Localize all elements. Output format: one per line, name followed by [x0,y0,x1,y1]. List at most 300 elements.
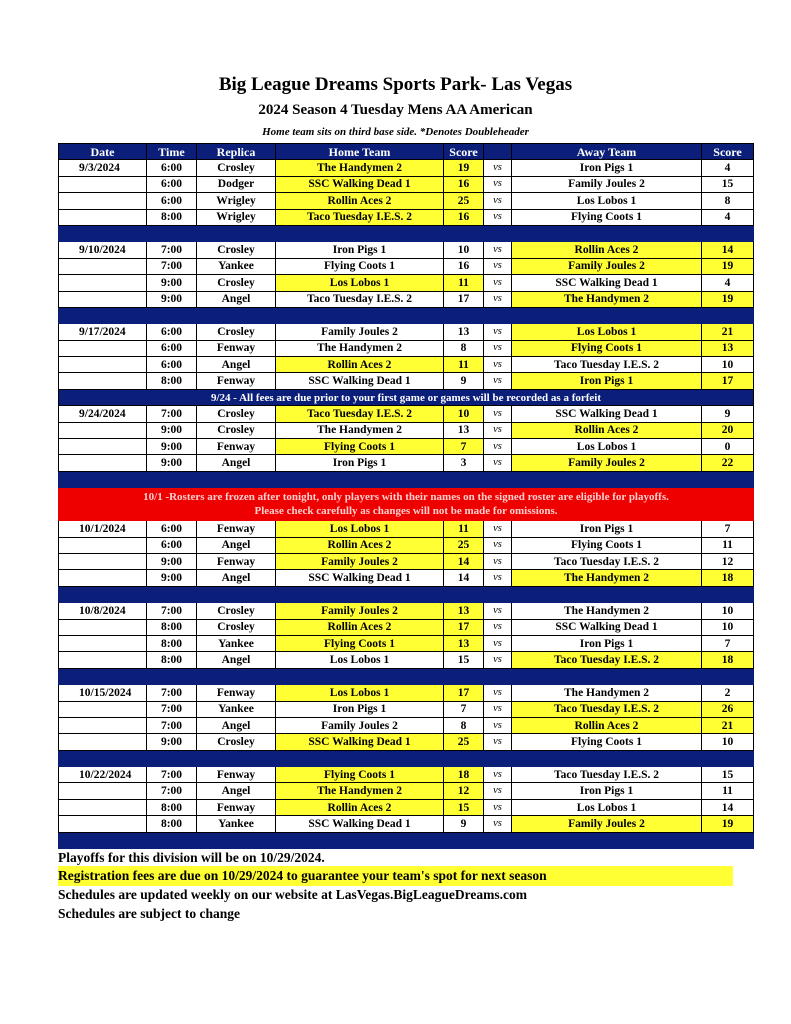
page-title: Big League Dreams Sports Park- Las Vegas [218,74,573,95]
game-date [59,635,147,651]
vs-label: vs [484,701,512,717]
divider-cell [59,471,754,487]
divider-cell [59,750,754,766]
col-header-vs [484,144,512,160]
game-date [59,455,147,471]
game-field: Angel [197,783,276,799]
away-score: 2 [702,685,754,701]
game-time: 6:00 [147,324,197,340]
vs-label: vs [484,455,512,471]
home-team: Family Joules 2 [276,603,444,619]
home-score: 15 [444,799,484,815]
vs-label: vs [484,685,512,701]
section-divider [59,307,754,323]
schedule-body [59,160,754,849]
game-field: Crosley [197,603,276,619]
away-score: 4 [702,275,754,291]
away-score: 10 [702,619,754,635]
section-divider [59,225,754,241]
divider-cell [59,832,754,848]
home-score: 11 [444,521,484,537]
game-time: 6:00 [147,340,197,356]
away-score: 4 [702,160,754,176]
game-row [59,406,754,422]
game-row [59,685,754,701]
game-row [59,160,754,176]
game-field: Dodger [197,176,276,192]
game-date [59,422,147,438]
game-time: 6:00 [147,193,197,209]
game-date [59,734,147,750]
game-field: Yankee [197,258,276,274]
home-team: Rollin Aces 2 [276,193,444,209]
home-team: SSC Walking Dead 1 [276,816,444,832]
game-date [59,193,147,209]
game-field: Crosley [197,406,276,422]
away-team: Rollin Aces 2 [512,717,702,733]
away-score: 18 [702,652,754,668]
section-divider [59,471,754,487]
vs-label: vs [484,783,512,799]
away-score: 19 [702,291,754,307]
home-score: 13 [444,603,484,619]
home-team: The Handymen 2 [276,160,444,176]
game-row [59,570,754,586]
vs-label: vs [484,570,512,586]
game-time: 6:00 [147,160,197,176]
game-field: Angel [197,652,276,668]
section-divider [59,832,754,848]
col-header-date: Date [59,144,147,160]
game-time: 7:00 [147,701,197,717]
col-header-away-team: Away Team [512,144,702,160]
away-score: 12 [702,553,754,569]
game-row [59,521,754,537]
away-score: 13 [702,340,754,356]
game-time: 6:00 [147,357,197,373]
game-field: Crosley [197,422,276,438]
home-score: 17 [444,685,484,701]
game-time: 9:00 [147,439,197,455]
subject-to-change-note: Schedules are subject to change [58,906,240,921]
away-score: 19 [702,816,754,832]
home-score: 11 [444,357,484,373]
game-field: Angel [197,455,276,471]
home-team: Los Lobos 1 [276,652,444,668]
away-score: 22 [702,455,754,471]
fees-notice-row [59,389,754,405]
game-time: 6:00 [147,176,197,192]
game-time: 9:00 [147,275,197,291]
away-team: The Handymen 2 [512,291,702,307]
game-row [59,734,754,750]
game-time: 8:00 [147,635,197,651]
home-score: 25 [444,193,484,209]
home-team: Taco Tuesday I.E.S. 2 [276,209,444,225]
game-time: 7:00 [147,603,197,619]
home-score: 16 [444,258,484,274]
vs-label: vs [484,635,512,651]
home-score: 3 [444,455,484,471]
home-score: 25 [444,537,484,553]
game-row [59,455,754,471]
home-team: Iron Pigs 1 [276,701,444,717]
away-team: The Handymen 2 [512,570,702,586]
vs-label: vs [484,422,512,438]
away-team: Los Lobos 1 [512,799,702,815]
game-row [59,652,754,668]
col-header-replica: Replica [197,144,276,160]
away-team: Taco Tuesday I.E.S. 2 [512,652,702,668]
game-date: 9/10/2024 [59,242,147,258]
game-field: Angel [197,717,276,733]
vs-label: vs [484,799,512,815]
game-date: 9/17/2024 [59,324,147,340]
game-time: 7:00 [147,685,197,701]
away-team: Taco Tuesday I.E.S. 2 [512,767,702,783]
game-row [59,701,754,717]
away-team: Family Joules 2 [512,455,702,471]
game-date: 10/1/2024 [59,521,147,537]
game-field: Fenway [197,767,276,783]
game-row [59,553,754,569]
game-date [59,340,147,356]
col-header-time: Time [147,144,197,160]
section-divider [59,586,754,602]
away-team: SSC Walking Dead 1 [512,406,702,422]
away-team: The Handymen 2 [512,603,702,619]
away-score: 20 [702,422,754,438]
away-team: The Handymen 2 [512,685,702,701]
game-row [59,603,754,619]
game-row [59,291,754,307]
away-team: Iron Pigs 1 [512,373,702,389]
vs-label: vs [484,193,512,209]
home-score: 25 [444,734,484,750]
vs-label: vs [484,652,512,668]
home-team: Rollin Aces 2 [276,619,444,635]
game-date: 10/15/2024 [59,685,147,701]
game-time: 8:00 [147,619,197,635]
roster-alert-line1: 10/1 -Rosters are frozen after tonight, only players with their names on the signed roster are eligible for playoffs. [143,491,669,504]
away-team: Rollin Aces 2 [512,242,702,258]
vs-label: vs [484,537,512,553]
home-score: 17 [444,619,484,635]
home-score: 7 [444,701,484,717]
game-date [59,717,147,733]
game-row [59,619,754,635]
game-time: 9:00 [147,455,197,471]
vs-label: vs [484,717,512,733]
game-field: Yankee [197,701,276,717]
game-time: 9:00 [147,422,197,438]
game-field: Yankee [197,635,276,651]
away-team: Los Lobos 1 [512,439,702,455]
game-date: 9/24/2024 [59,406,147,422]
table-header-row [59,144,754,160]
away-team: Taco Tuesday I.E.S. 2 [512,357,702,373]
game-field: Crosley [197,619,276,635]
away-score: 0 [702,439,754,455]
divider-cell [59,668,754,684]
away-team: Iron Pigs 1 [512,160,702,176]
game-time: 6:00 [147,537,197,553]
home-team: SSC Walking Dead 1 [276,176,444,192]
game-field: Fenway [197,340,276,356]
game-time: 7:00 [147,717,197,733]
game-row [59,258,754,274]
game-time: 7:00 [147,783,197,799]
game-date [59,275,147,291]
away-score: 14 [702,799,754,815]
home-team: Rollin Aces 2 [276,537,444,553]
col-header-home-team: Home Team [276,144,444,160]
game-time: 9:00 [147,291,197,307]
away-team: Family Joules 2 [512,258,702,274]
game-time: 8:00 [147,209,197,225]
col-header-home-score: Score [444,144,484,160]
home-team: Flying Coots 1 [276,258,444,274]
game-field: Fenway [197,799,276,815]
game-date [59,619,147,635]
away-score: 10 [702,603,754,619]
home-score: 18 [444,767,484,783]
home-score: 14 [444,553,484,569]
game-field: Angel [197,537,276,553]
divider-cell [59,586,754,602]
game-date [59,537,147,553]
game-row [59,373,754,389]
vs-label: vs [484,406,512,422]
home-score: 15 [444,652,484,668]
game-field: Angel [197,570,276,586]
game-time: 8:00 [147,799,197,815]
home-team: Family Joules 2 [276,717,444,733]
vs-label: vs [484,373,512,389]
game-field: Fenway [197,373,276,389]
away-team: Flying Coots 1 [512,734,702,750]
game-date [59,652,147,668]
home-score: 16 [444,209,484,225]
home-team: Flying Coots 1 [276,635,444,651]
game-date [59,176,147,192]
game-time: 6:00 [147,521,197,537]
home-score: 10 [444,242,484,258]
home-score: 13 [444,635,484,651]
game-time: 8:00 [147,652,197,668]
game-date [59,783,147,799]
game-field: Angel [197,291,276,307]
away-team: Taco Tuesday I.E.S. 2 [512,701,702,717]
home-team: Iron Pigs 1 [276,455,444,471]
game-row [59,439,754,455]
home-team: SSC Walking Dead 1 [276,373,444,389]
game-date [59,357,147,373]
vs-label: vs [484,340,512,356]
away-score: 19 [702,258,754,274]
home-team-note: Home team sits on third base side. *Denotes Doubleheader [262,126,529,138]
game-field: Crosley [197,324,276,340]
game-time: 8:00 [147,816,197,832]
away-score: 18 [702,570,754,586]
away-score: 14 [702,242,754,258]
away-team: Iron Pigs 1 [512,783,702,799]
game-date [59,816,147,832]
away-team: Flying Coots 1 [512,340,702,356]
home-team: Rollin Aces 2 [276,357,444,373]
away-score: 15 [702,767,754,783]
home-team: Iron Pigs 1 [276,242,444,258]
away-team: Taco Tuesday I.E.S. 2 [512,553,702,569]
home-team: The Handymen 2 [276,783,444,799]
home-team: Rollin Aces 2 [276,799,444,815]
game-date [59,373,147,389]
game-date: 10/22/2024 [59,767,147,783]
schedule-table [58,143,754,849]
home-score: 13 [444,422,484,438]
playoffs-note: Playoffs for this division will be on 10/29/2024. [58,850,325,865]
section-divider [59,750,754,766]
game-date [59,439,147,455]
away-score: 11 [702,783,754,799]
page-subtitle: 2024 Season 4 Tuesday Mens AA American [258,102,533,118]
home-team: Los Lobos 1 [276,275,444,291]
away-score: 4 [702,209,754,225]
game-time: 9:00 [147,570,197,586]
away-score: 21 [702,717,754,733]
game-time: 7:00 [147,767,197,783]
game-row [59,799,754,815]
game-field: Wrigley [197,193,276,209]
home-team: The Handymen 2 [276,340,444,356]
home-score: 8 [444,340,484,356]
home-team: Los Lobos 1 [276,685,444,701]
game-row [59,767,754,783]
game-time: 9:00 [147,553,197,569]
divider-cell [59,225,754,241]
game-date: 9/3/2024 [59,160,147,176]
game-field: Fenway [197,685,276,701]
game-row [59,176,754,192]
roster-alert-line2: Please check carefully as changes will not be made for omissions. [254,505,558,518]
away-score: 10 [702,357,754,373]
col-header-away-score: Score [702,144,754,160]
game-date [59,553,147,569]
away-score: 10 [702,734,754,750]
away-team: SSC Walking Dead 1 [512,619,702,635]
vs-label: vs [484,734,512,750]
game-time: 7:00 [147,258,197,274]
away-team: Los Lobos 1 [512,324,702,340]
section-divider [59,668,754,684]
home-team: Taco Tuesday I.E.S. 2 [276,406,444,422]
game-field: Fenway [197,439,276,455]
game-row [59,209,754,225]
game-date [59,258,147,274]
game-row [59,537,754,553]
home-score: 19 [444,160,484,176]
game-date [59,291,147,307]
home-score: 9 [444,373,484,389]
home-team: Taco Tuesday I.E.S. 2 [276,291,444,307]
away-score: 8 [702,193,754,209]
game-time: 8:00 [147,373,197,389]
game-row [59,324,754,340]
away-score: 7 [702,635,754,651]
away-score: 15 [702,176,754,192]
game-time: 7:00 [147,406,197,422]
vs-label: vs [484,291,512,307]
game-row [59,242,754,258]
game-row [59,357,754,373]
home-score: 16 [444,176,484,192]
home-team: SSC Walking Dead 1 [276,734,444,750]
roster-alert-row [59,488,754,521]
home-team: Flying Coots 1 [276,767,444,783]
vs-label: vs [484,160,512,176]
vs-label: vs [484,275,512,291]
home-score: 9 [444,816,484,832]
away-team: Iron Pigs 1 [512,521,702,537]
vs-label: vs [484,603,512,619]
game-row [59,635,754,651]
game-row [59,422,754,438]
game-row [59,193,754,209]
vs-label: vs [484,324,512,340]
vs-label: vs [484,439,512,455]
away-team: Iron Pigs 1 [512,635,702,651]
away-team: Rollin Aces 2 [512,422,702,438]
game-row [59,717,754,733]
game-field: Crosley [197,734,276,750]
home-score: 13 [444,324,484,340]
game-field: Crosley [197,242,276,258]
game-time: 9:00 [147,734,197,750]
away-score: 7 [702,521,754,537]
home-score: 10 [444,406,484,422]
game-row [59,783,754,799]
game-field: Angel [197,357,276,373]
vs-label: vs [484,619,512,635]
home-team: Family Joules 2 [276,553,444,569]
away-score: 21 [702,324,754,340]
away-score: 26 [702,701,754,717]
vs-label: vs [484,521,512,537]
game-field: Wrigley [197,209,276,225]
vs-label: vs [484,553,512,569]
registration-note: Registration fees are due on 10/29/2024 to guarantee your team's spot for next season [58,866,733,886]
away-team: Family Joules 2 [512,176,702,192]
away-team: Family Joules 2 [512,816,702,832]
game-date [59,570,147,586]
game-field: Fenway [197,521,276,537]
game-date: 10/8/2024 [59,603,147,619]
website-note: Schedules are updated weekly on our website at LasVegas.BigLeagueDreams.com [58,887,528,902]
game-date [59,799,147,815]
game-time: 7:00 [147,242,197,258]
vs-label: vs [484,242,512,258]
vs-label: vs [484,258,512,274]
away-team: Flying Coots 1 [512,209,702,225]
away-team: Flying Coots 1 [512,537,702,553]
vs-label: vs [484,176,512,192]
home-score: 12 [444,783,484,799]
home-score: 8 [444,717,484,733]
fees-notice: 9/24 - All fees are due prior to your first game or games will be recorded as a forfeit [59,389,754,405]
away-score: 9 [702,406,754,422]
home-score: 17 [444,291,484,307]
vs-label: vs [484,767,512,783]
